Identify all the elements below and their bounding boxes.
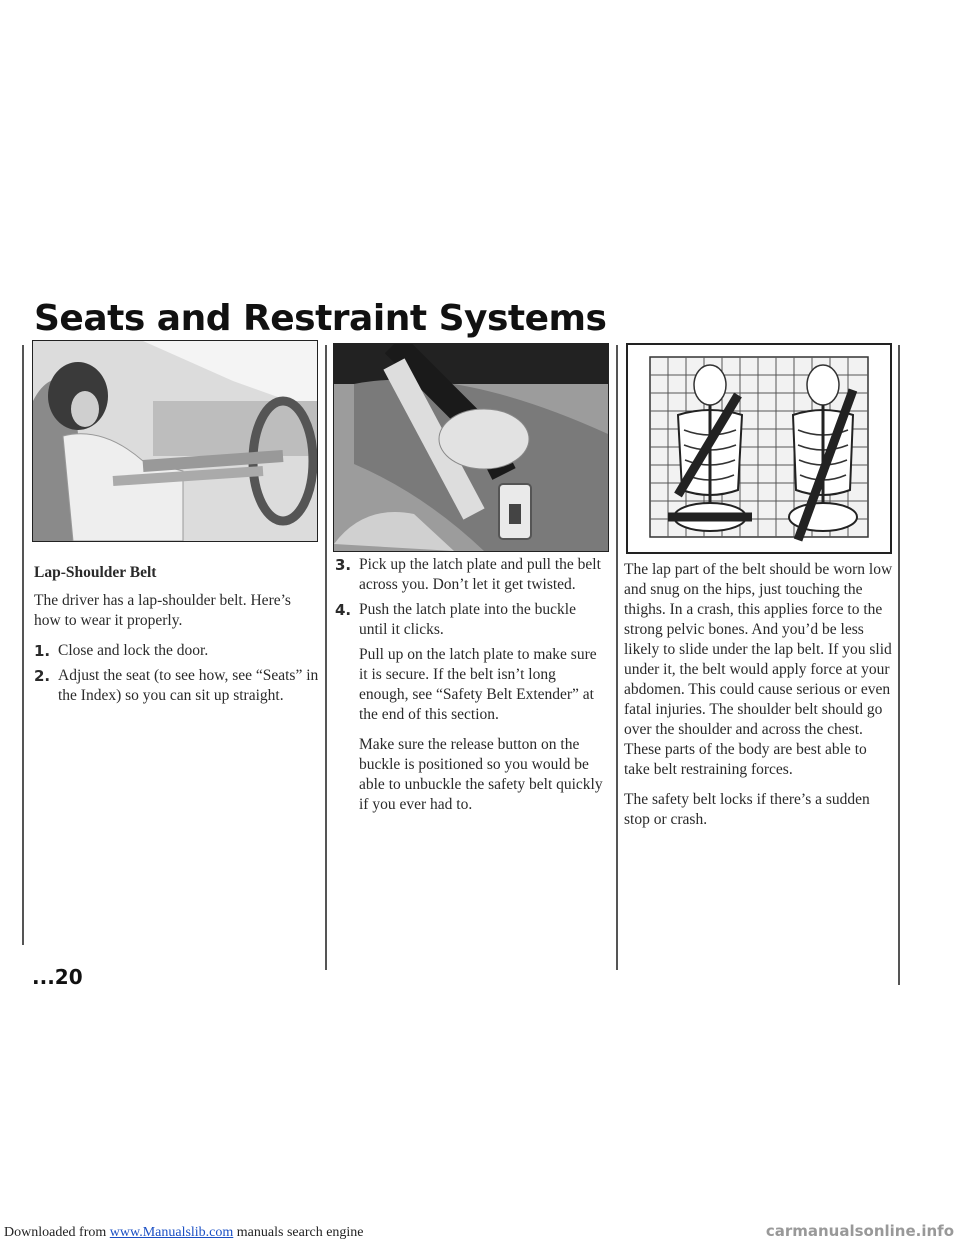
section-heading: Lap-Shoulder Belt: [34, 564, 157, 581]
column-divider-2: [616, 345, 618, 970]
footer-prefix: Downloaded from: [4, 1225, 110, 1240]
step-number: 1.: [34, 642, 51, 660]
intro-paragraph: The driver has a lap-shoulder belt. Here’s how to wear it properly.: [34, 592, 291, 629]
step-4-paragraph: Pull up on the latch plate to make sure it is secure. If the belt isn’t long enough, see “Safety Belt Extender” at the end of this section.: [359, 646, 597, 723]
step-text: Push the latch plate into the buckle until it clicks.: [359, 601, 576, 638]
step-4: [335, 600, 607, 640]
manualslib-link[interactable]: www.Manualslib.com: [109, 1225, 234, 1240]
column-divider-1: [325, 345, 327, 970]
step-text: Close and lock the door.: [58, 642, 209, 659]
step-text: Adjust the seat (to see how, see “Seats” in the Index) so you can sit up straight.: [58, 667, 319, 704]
download-footer: [4, 1225, 364, 1241]
skeleton-belt-diagram: [626, 343, 892, 554]
step-4-paragraph: Make sure the release button on the buckle is positioned so you would be able to unbuckle the safety belt quickly if you ever had to.: [359, 736, 603, 813]
latch-plate-drawing: [334, 344, 608, 551]
column-2: [335, 555, 607, 825]
lap-belt-paragraph: The lap part of the belt should be worn low and snug on the hips, just touching the thighs. In a crash, this applies force to the strong pelvic bones. And you’d be less likely to slide under the lap belt. If you slid under it, the belt would apply force at your abdomen. This could cause serious or even fatal injuries. The shoulder belt should go over the shoulder and across the chest. These parts of the body are best able to take belt restraining forces.: [624, 561, 893, 778]
step-3: [335, 555, 607, 595]
latch-plate-illustration: [333, 343, 609, 552]
step-number: 2.: [34, 667, 51, 685]
skeleton-drawing: [628, 345, 890, 552]
step-text: Pick up the latch plate and pull the belt across you. Don’t let it get twisted.: [359, 556, 601, 593]
column-1: [34, 563, 320, 711]
right-margin-rule: [898, 345, 900, 985]
driver-illustration: [32, 340, 318, 542]
step-1: [34, 641, 320, 661]
step-2: [34, 666, 320, 706]
step-number: 3.: [335, 556, 352, 574]
page-title: Seats and Restraint Systems: [34, 298, 607, 339]
left-margin-rule: [22, 345, 24, 945]
page-number: ...20: [32, 965, 83, 989]
step-number: 4.: [335, 601, 352, 619]
belt-lock-paragraph: The safety belt locks if there’s a sudden stop or crash.: [624, 791, 870, 828]
footer-suffix: manuals search engine: [233, 1225, 364, 1240]
watermark: carmanualsonline.info: [765, 1222, 954, 1240]
driver-drawing: [33, 341, 317, 541]
column-3: [624, 560, 894, 840]
